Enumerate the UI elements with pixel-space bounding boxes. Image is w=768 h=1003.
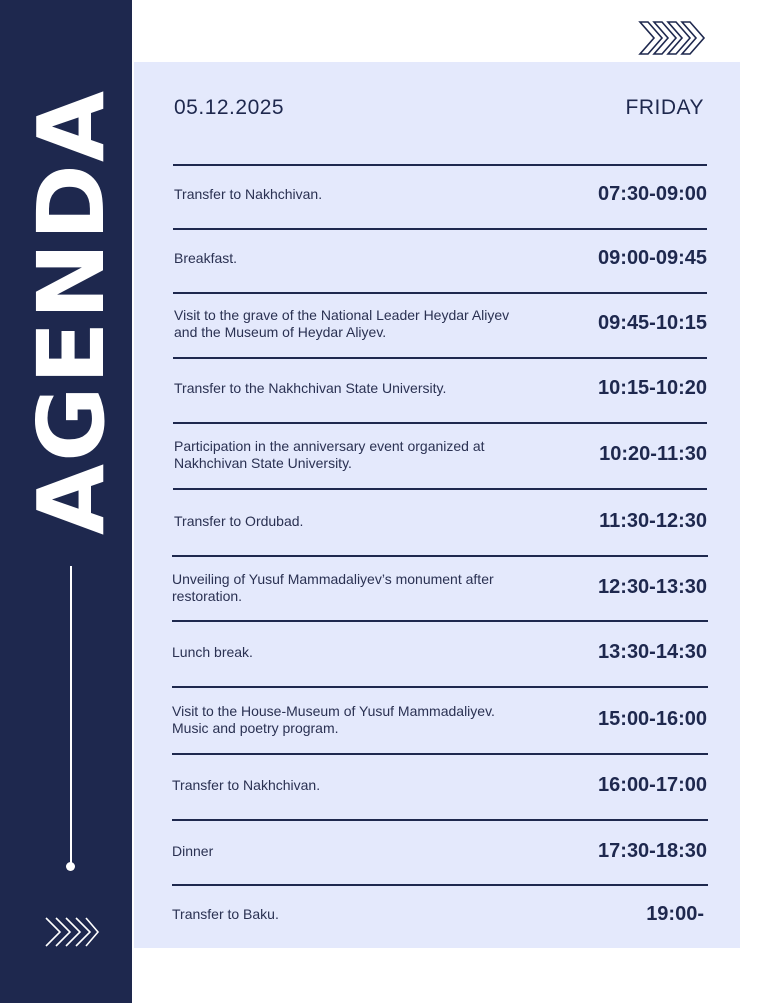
row-divider bbox=[172, 753, 708, 755]
agenda-activity: Unveiling of Yusuf Mammadaliyev’s monument after restoration. bbox=[172, 571, 494, 604]
agenda-activity: Visit to the grave of the National Leader Heydar Aliyev and the Museum of Heydar Aliyev. bbox=[174, 307, 510, 340]
agenda-time: 13:30-14:30 bbox=[598, 641, 707, 663]
agenda-time: 11:30-12:30 bbox=[599, 510, 707, 532]
sidebar-line-dot bbox=[66, 862, 75, 871]
agenda-activity: Transfer to Baku. bbox=[172, 906, 279, 922]
sidebar bbox=[0, 0, 132, 1003]
agenda-activity: Breakfast. bbox=[174, 250, 238, 266]
row-divider bbox=[173, 292, 707, 294]
agenda-time: 16:00-17:00 bbox=[598, 774, 707, 796]
agenda-activity: Participation in the anniversary event organized at Nakhchivan State University. bbox=[174, 438, 485, 471]
agenda-date: 05.12.2025 bbox=[174, 96, 285, 119]
row-divider bbox=[173, 228, 707, 230]
row-divider bbox=[173, 164, 707, 166]
row-divider bbox=[172, 555, 708, 557]
agenda-time: 09:00-09:45 bbox=[598, 247, 707, 269]
agenda-time: 15:00-16:00 bbox=[598, 708, 707, 730]
agenda-time: 12:30-13:30 bbox=[598, 576, 707, 598]
agenda-activity: Visit to the House-Museum of Yusuf Mammadaliyev. Music and poetry program. bbox=[172, 703, 495, 736]
agenda-activity: Dinner bbox=[172, 843, 214, 859]
agenda-day: FRIDAY bbox=[625, 96, 704, 119]
row-divider bbox=[172, 620, 708, 622]
row-divider bbox=[172, 686, 708, 688]
agenda-activity: Transfer to the Nakhchivan State University. bbox=[174, 380, 447, 396]
agenda-activity: Transfer to Nakhchivan. bbox=[174, 186, 323, 202]
row-divider bbox=[173, 422, 707, 424]
agenda-time: 09:45-10:15 bbox=[598, 312, 707, 334]
agenda-time: 07:30-09:00 bbox=[598, 183, 707, 205]
row-divider bbox=[172, 819, 708, 821]
row-divider bbox=[173, 488, 707, 490]
row-divider bbox=[173, 357, 707, 359]
agenda-time: 19:00- bbox=[646, 903, 704, 925]
agenda-time: 10:20-11:30 bbox=[599, 443, 707, 465]
agenda-activity: Lunch break. bbox=[172, 644, 253, 660]
agenda-activity: Transfer to Nakhchivan. bbox=[172, 777, 321, 793]
row-divider bbox=[172, 884, 708, 886]
sidebar-divider-line bbox=[70, 566, 72, 864]
agenda-time: 10:15-10:20 bbox=[598, 377, 707, 399]
agenda-activity: Transfer to Ordubad. bbox=[174, 513, 304, 529]
chevrons-right-icon bbox=[44, 916, 100, 948]
agenda-title: AGENDA bbox=[18, 88, 125, 536]
chevrons-right-icon bbox=[638, 20, 708, 56]
agenda-time: 17:30-18:30 bbox=[598, 840, 707, 862]
